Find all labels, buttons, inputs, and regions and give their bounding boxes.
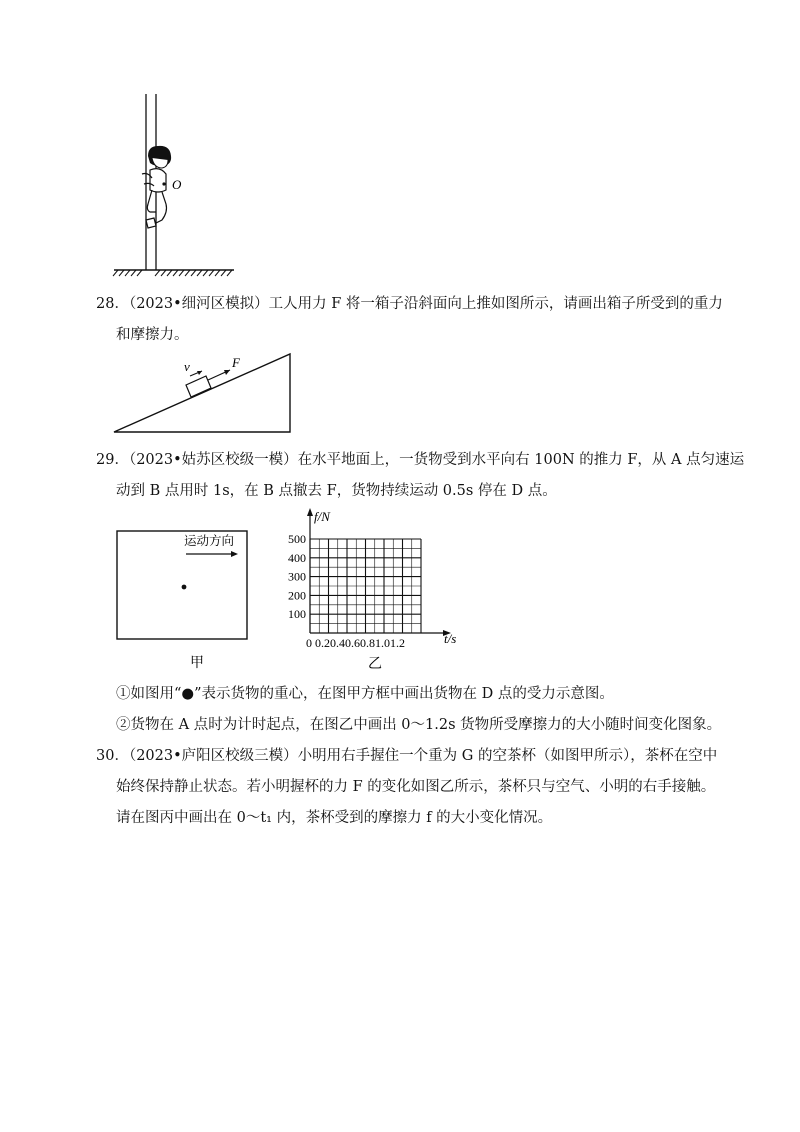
caption-yi: 乙 (368, 656, 382, 672)
force-label: F (232, 355, 240, 370)
center-dot (182, 585, 187, 590)
y-tick-label: 400 (288, 550, 306, 565)
velocity-label: v (184, 359, 190, 374)
q30-line2: 始终保持静止状态。若小明握杯的力 F 的变化如图乙所示，茶杯只与空气、小明的右手接触。 (116, 779, 716, 795)
x-axis-label: t/s (444, 631, 457, 646)
q29-sub2: ②货物在 A 点时为计时起点，在图乙中画出 0～1.2s 货物所受摩擦力的大小随时间变化图象。 (116, 717, 722, 733)
q28-line2: 和摩擦力。 (116, 327, 189, 343)
figure-yi (280, 505, 470, 675)
climber-figure (110, 92, 240, 278)
grid (310, 539, 421, 633)
q30-line3: 请在图丙中画出在 0～t₁ 内，茶杯受到的摩擦力 f 的大小变化情况。 (116, 810, 553, 826)
y-tick-label: 200 (288, 588, 306, 603)
y-axis-label: f/N (314, 509, 330, 524)
direction-label: 运动方向 (184, 533, 235, 548)
incline-figure (110, 348, 300, 438)
q30-line1: 30．（2023•庐阳区校级三模）小明用右手握住一个重为 G 的空茶杯（如图甲所示），茶杯在空中 (96, 748, 718, 764)
point-o-label: O (172, 177, 182, 192)
y-tick-label: 100 (288, 607, 306, 622)
q29-line2: 动到 B 点用时 1s，在 B 点撤去 F，货物持续运动 0.5s 停在 D 点。 (116, 483, 557, 499)
x-tick-labels: 0 0.20.40.60.81.01.2 (306, 636, 405, 650)
y-tick-label: 500 (288, 532, 306, 546)
q29-sub1: ①如图用“●”表示货物的重心，在图甲方框中画出货物在 D 点的受力示意图。 (116, 686, 614, 702)
q28-line1: 28．（2023•细河区模拟）工人用力 F 将一箱子沿斜面向上推如图所示，请画出箱子所受到的重力 (96, 296, 723, 312)
q29-line1: 29．（2023•姑苏区校级一模）在水平地面上，一货物受到水平向右 100N 的推力 F，从 A 点匀速运 (96, 452, 745, 468)
y-tick-label: 300 (288, 569, 306, 584)
caption-jia: 甲 (190, 655, 204, 671)
figure-jia (114, 528, 250, 674)
